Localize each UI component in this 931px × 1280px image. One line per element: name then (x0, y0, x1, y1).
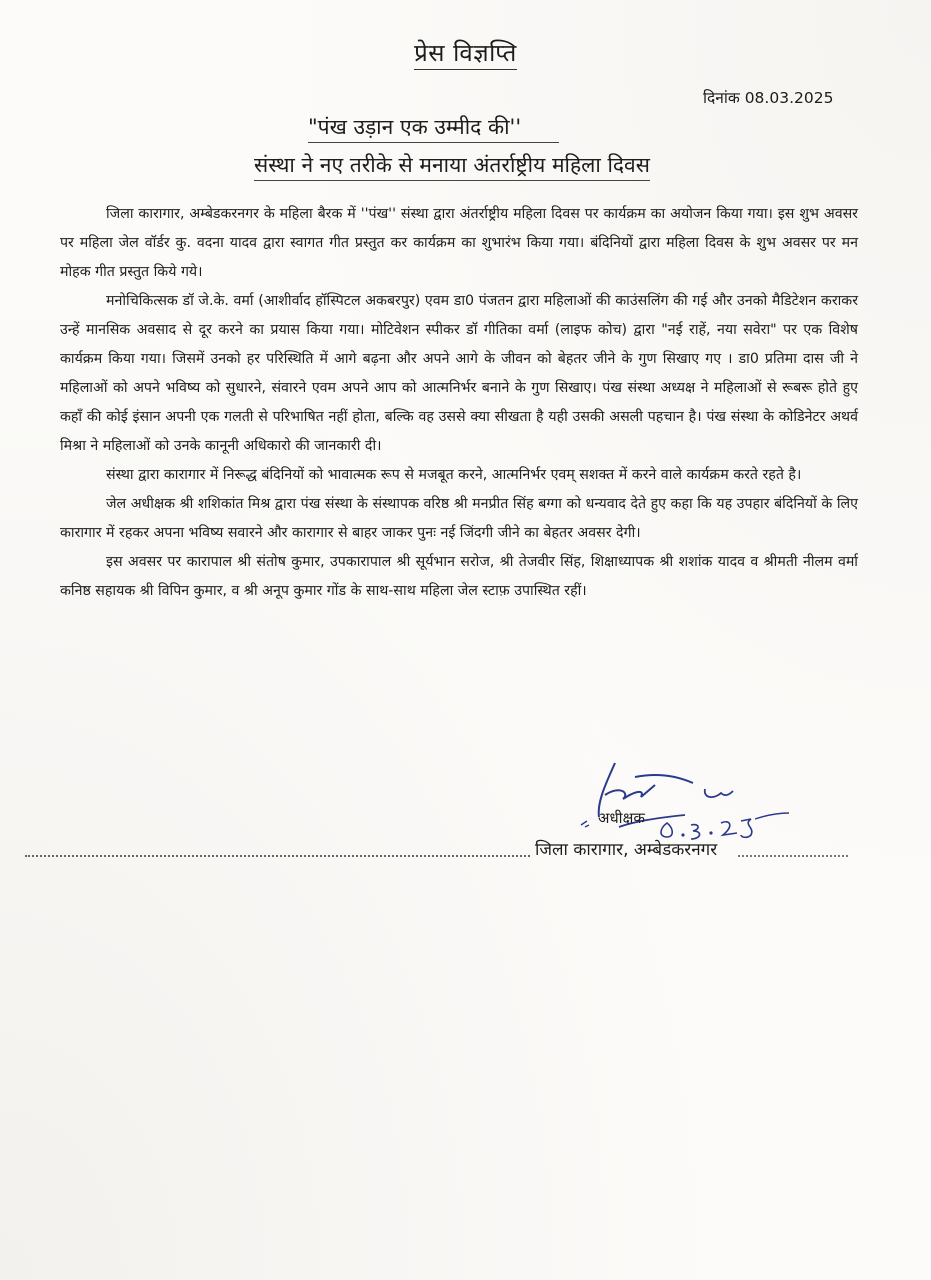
signatory-office: जिला कारागार, अम्बेडकरनगर (535, 840, 718, 860)
paragraph-event-intro: जिला कारागार, अम्बेडकरनगर के महिला बैरक में ''पंख'' संस्था द्वारा अंतर्राष्ट्रीय महिला दिवस पर कार्यक्रम का अयोजन किया गया। इस शुभ अवसर पर महिला जेल वॉर्डर कु. वदना यादव द्वारा स्वागत गीत प्रस्तुत कर कार्यक्रम का शुभारंभ किया गया। बंदिनियों द्वारा महिला दिवस के शुभ अवसर पर मन मोहक गीत प्रस्तुत किये गये। (60, 206, 858, 280)
paragraph-organisation-work: संस्था द्वारा कारागार में निरूद्ध बंदिनियों को भावात्मक रूप से मजबूत करने, आत्मनिर्भर एवम् सशक्त में करने वाले कार्यक्रम करते रहते है। (106, 467, 802, 483)
document-title (0, 36, 931, 69)
document-body (60, 200, 858, 606)
document-date: दिनांक 08.03.2025 (703, 89, 834, 107)
dotted-rule-right (738, 855, 848, 857)
paragraph-vote-of-thanks: जेल अधीक्षक श्री शशिकांत मिश्र द्वारा पंख संस्था के संस्थापक वरिष्ठ श्री मनप्रीत सिंह बग्गा को धन्यवाद देते हुए कहा कि यह उपहार बंदिनियों के लिए कारागार में रहकर अपना भविष्य सवारने और कारागार से बाहर जाकर पुनः नई जिंदगी जीने का बेहतर अवसर देगी। (60, 496, 858, 541)
document-title-text: प्रेस विज्ञप्ति (414, 39, 517, 70)
dotted-rule-left (25, 855, 530, 857)
headline-primary: "पंख उड़ान एक उम्मीद की'' (308, 113, 559, 143)
headline-secondary: संस्था ने नए तरीके से मनाया अंतर्राष्ट्रीय महिला दिवस (254, 151, 650, 181)
signatory-designation: अधीक्षक (598, 809, 645, 827)
paragraph-attendees: इस अवसर पर कारापाल श्री संतोष कुमार, उपकारापाल श्री सूर्यभान सरोज, श्री तेजवीर सिंह, शिक्षाध्यापक श्री शशांक यादव व श्रीमती नीलम वर्मा कनिष्ठ सहायक श्री विपिन कुमार, व श्री अनूप कुमार गोंड के साथ-साथ महिला जेल स्टाफ़ उपास्थित रहीं। (60, 554, 858, 599)
signature-block (0, 755, 931, 875)
paragraph-counselling: मनोचिकित्सक डॉ जे.के. वर्मा (आशीर्वाद हॉस्पिटल अकबरपुर) एवम डा0 पंजतन द्वारा महिलाओं की काउंसलिंग की गई और उनको मैडिटेशन कराकर उन्हें मानसिक अवसाद से दूर करने का प्रयास किया गया। मोटिवेशन स्पीकर डॉ गीतिका वर्मा (लाइफ कोच) द्वारा "नई राहें, नया सवेरा" पर एक विशेष कार्यक्रम किया गया। जिसमें उनको हर परिस्थिति में आगे बढ़ना और अपने आगे के जीवन को बेहतर जीने के गुण सिखाए गए । डा0 प्रतिमा दास जी ने महिलाओं को अपने भविष्य को सुधारने, संवारने एवम अपने आप को आत्मनिर्भर बनाने के गुण सिखाए। पंख संस्था अध्यक्ष ने महिलाओं से रूबरू होते हुए कहाँ की कोई इंसान अपनी एक गलती से परिभाषित नहीं होता, बल्कि वह उससे क्या सीखता है यही उसकी असली पहचान है। पंख संस्था के कोडिनेटर अथर्व मिश्रा ने महिलाओं को उनके कानूनी अधिकारो की जानकारी दी। (60, 293, 858, 454)
